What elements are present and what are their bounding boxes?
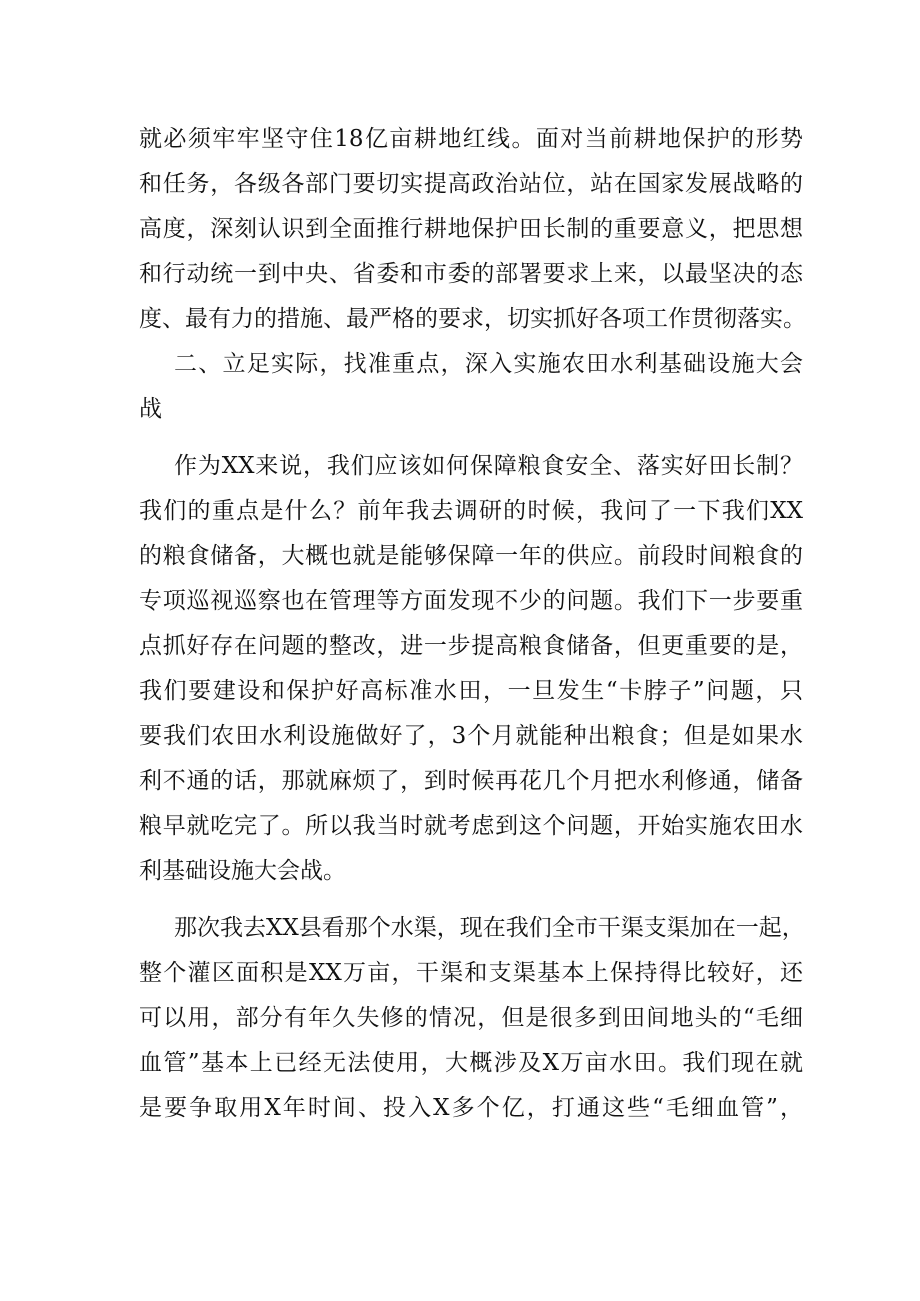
- paragraph-farmland-redline: [139, 117, 806, 342]
- text-line: 和行动统一到中央、省委和市委的部署要求上来，以最坚决的态: [139, 261, 803, 287]
- text-line: 整个灌区面积是XX万亩，干渠和支渠基本上保持得比较好，还: [139, 960, 803, 986]
- text-line: 点抓好存在问题的整改，进一步提高粮食储备，但更重要的是，: [139, 633, 803, 659]
- text-line: 血管”基本上已经无法使用，大概涉及X万亩水田。我们现在就: [139, 1050, 803, 1076]
- section-heading-2: [139, 342, 803, 432]
- text-line: 可以用，部分有年久失修的情况，但是很多到田间地头的“毛细: [139, 1005, 803, 1031]
- text-line: 我们的重点是什么？前年我去调研的时候，我问了一下我们XX: [139, 498, 803, 524]
- text-line: 粮早就吃完了。所以我当时就考虑到这个问题，开始实施农田水: [139, 813, 803, 839]
- text-line: 的粮食储备，大概也就是能够保障一年的供应。前段时间粮食的: [139, 543, 803, 569]
- text-line: 作为XX来说，我们应该如何保障粮食安全、落实好田长制？: [174, 453, 803, 479]
- heading-line: 二、立足实际，找准重点，深入实施农田水利基础设施大会: [174, 351, 803, 377]
- text-line: 高度，深刻认识到全面推行耕地保护田长制的重要意义，把思想: [139, 216, 803, 242]
- text-line: 我们要建设和保护好高标准水田，一旦发生“卡脖子”问题，只: [139, 678, 803, 704]
- text-line: 利基础设施大会战。: [139, 858, 346, 884]
- text-line: 利不通的话，那就麻烦了，到时候再花几个月把水利修通，储备: [139, 768, 803, 794]
- text-line: 是要争取用X年时间、投入X多个亿，打通这些“毛细血管”，: [139, 1095, 803, 1121]
- text-line: 专项巡视巡察也在管理等方面发现不少的问题。我们下一步要重: [139, 588, 803, 614]
- text-line: 度、最有力的措施、最严格的要求，切实抓好各项工作贯彻落实。: [139, 306, 806, 332]
- paragraph-irrigation-canals: [139, 906, 803, 1131]
- text-line: 和任务，各级各部门要切实提高政治站位，站在国家发展战略的: [139, 171, 803, 197]
- document-body: [139, 117, 806, 1131]
- text-line: 那次我去XX县看那个水渠，现在我们全市干渠支渠加在一起，: [174, 915, 805, 941]
- text-line: 就必须牢牢坚守住18亿亩耕地红线。面对当前耕地保护的形势: [139, 126, 803, 152]
- text-line: 要我们农田水利设施做好了，3个月就能种出粮食；但是如果水: [139, 723, 803, 749]
- heading-line: 战: [139, 396, 162, 422]
- paragraph-grain-security: [139, 444, 803, 894]
